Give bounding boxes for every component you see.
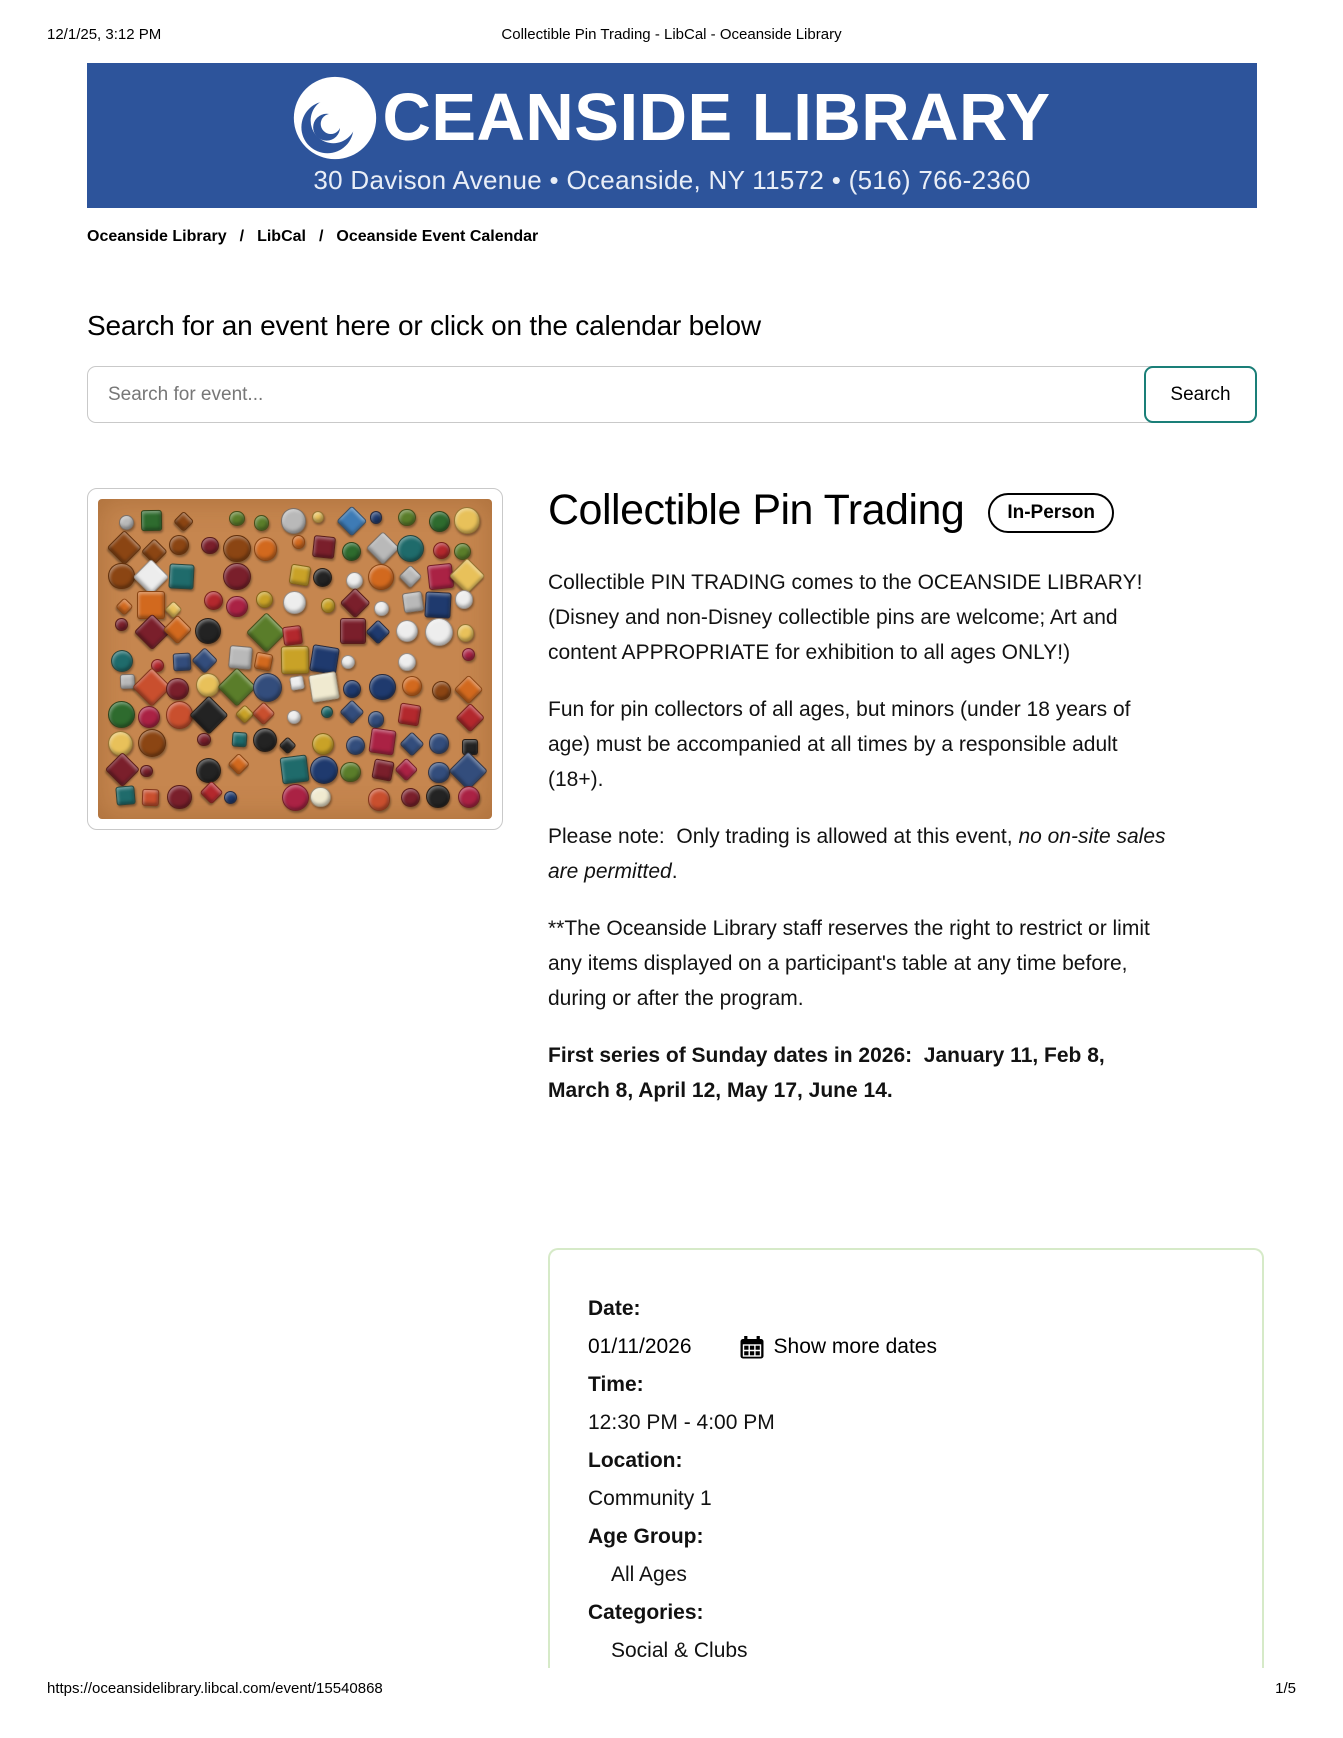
pin [251, 701, 275, 725]
breadcrumb-separator: / [318, 228, 324, 245]
show-more-dates-label: Show more dates [773, 1335, 937, 1358]
pin [433, 542, 450, 559]
pin [425, 618, 453, 646]
pin [254, 652, 274, 672]
pin [399, 731, 424, 756]
pin [132, 558, 169, 595]
event-dates-paragraph: First series of Sunday dates in 2026: January 11, Feb 8, March 8, April 12, May 17, June 14. [548, 1044, 1111, 1102]
pin [343, 680, 361, 698]
pin [432, 681, 451, 700]
pin [229, 511, 245, 527]
pin [313, 568, 333, 588]
print-header-title: Collectible Pin Trading - LibCal - Oceanside Library [501, 26, 842, 43]
library-banner [87, 63, 1257, 208]
pin [254, 515, 269, 530]
pin [232, 731, 248, 747]
pin [346, 572, 364, 590]
pin [224, 791, 237, 804]
event-content [548, 478, 1266, 1108]
breadcrumb-item-libcal[interactable]: LibCal [257, 228, 306, 245]
location-label: Location: [588, 1449, 683, 1472]
pin [166, 678, 188, 700]
pin [310, 756, 338, 784]
event-photo [98, 499, 492, 819]
pin [340, 762, 360, 782]
pin [398, 653, 417, 672]
location-value: Community 1 [588, 1487, 712, 1510]
pin [108, 701, 135, 728]
pin [399, 565, 423, 589]
show-more-dates-link[interactable] [740, 1328, 937, 1366]
date-label: Date: [588, 1297, 641, 1320]
pin [200, 781, 224, 805]
pin [105, 752, 140, 787]
event-details-box [548, 1248, 1264, 1668]
in-person-badge: In-Person [988, 493, 1114, 533]
note-period: . [671, 860, 678, 883]
event-image-card [87, 488, 503, 830]
pin [173, 511, 195, 533]
pin [289, 675, 305, 691]
pin [282, 625, 303, 646]
pin [235, 704, 254, 723]
pin [453, 674, 483, 704]
pin [292, 535, 306, 549]
library-name: CEANSIDE LIBRARY [382, 80, 1051, 155]
pin [340, 618, 366, 644]
pin [398, 509, 416, 527]
pin [342, 542, 361, 561]
pin [346, 736, 365, 755]
pin [106, 530, 141, 565]
pin [448, 751, 488, 791]
pin [288, 564, 311, 587]
pin [401, 590, 424, 613]
pin [201, 537, 219, 555]
pin [282, 784, 309, 811]
time-value: 12:30 PM - 4:00 PM [588, 1411, 775, 1434]
pin [278, 736, 297, 755]
pin [165, 600, 183, 618]
pin [196, 673, 220, 697]
pin [119, 515, 134, 530]
pin [140, 765, 152, 777]
event-description-paragraph: Collectible PIN TRADING comes to the OCEANSIDE LIBRARY! (Disney and non-Disney collectible pins are welcome; Art and content APPROPRIATE for exhibition to all ages ONLY!) [548, 571, 1149, 664]
time-label: Time: [588, 1373, 644, 1396]
footer-url: https://oceansidelibrary.libcal.com/event/15540868 [47, 1680, 383, 1697]
pin [115, 785, 135, 805]
pin [132, 667, 171, 706]
pin [218, 667, 257, 706]
date-row [588, 1328, 1262, 1366]
footer-page-number: 1/5 [1275, 1680, 1296, 1697]
pin [368, 788, 391, 811]
pin [281, 508, 307, 534]
pin [312, 534, 336, 558]
event-description [548, 565, 1170, 1108]
note-text: Please note: Only trading is allowed at this event, [548, 825, 1019, 848]
categories-label: Categories: [588, 1601, 704, 1624]
search-heading: Search for an event here or click on the calendar below [87, 310, 761, 341]
pin [169, 535, 189, 555]
pin [341, 655, 355, 669]
pin [141, 789, 158, 806]
pin [428, 762, 449, 783]
pin [368, 727, 396, 755]
pin [190, 647, 217, 674]
categories-value: Social & Clubs [611, 1639, 748, 1662]
pin [457, 624, 475, 642]
pin [196, 758, 221, 783]
event-title: Collectible Pin Trading [548, 486, 965, 534]
pin [204, 591, 223, 610]
pin [309, 644, 340, 675]
pin [462, 648, 476, 662]
pin [195, 618, 221, 644]
event-description-paragraph: Fun for pin collectors of all ages, but minors (under 18 years of age) must be accompanied at all times by a responsible adult (18+). [548, 698, 1137, 791]
breadcrumb-item-oceanside-library[interactable]: Oceanside Library [87, 228, 227, 245]
pin [454, 507, 480, 533]
pin [108, 563, 134, 589]
event-description-paragraph [548, 819, 1170, 889]
search-button[interactable]: Search [1144, 366, 1257, 423]
pin [374, 601, 389, 616]
pin [279, 755, 309, 785]
date-value: 01/11/2026 [588, 1335, 692, 1358]
pin [397, 535, 424, 562]
pin [111, 650, 133, 672]
event-description-paragraph: **The Oceanside Library staff reserves the right to restrict or limit any items displayed on a participant's table at any time before, during or after the program. [548, 917, 1156, 1010]
pin [321, 706, 333, 718]
pin [253, 673, 282, 702]
pin [138, 729, 167, 758]
pin [321, 598, 336, 613]
pin [312, 511, 324, 523]
pin [402, 676, 422, 696]
pin [368, 711, 385, 728]
note-italic-text: no on-site sales are permitted [548, 825, 1172, 883]
pin [394, 758, 418, 782]
pin [138, 706, 160, 728]
pin [337, 505, 368, 536]
pin [228, 645, 253, 670]
oceanside-wave-logo-icon [293, 76, 377, 160]
breadcrumb-separator: / [239, 228, 245, 245]
pin [280, 646, 308, 674]
pin [172, 653, 190, 671]
age-group-label: Age Group: [588, 1525, 704, 1548]
pin [223, 535, 251, 563]
pin [339, 699, 364, 724]
pin [370, 511, 383, 524]
calendar-icon [740, 1336, 764, 1359]
pin [163, 614, 193, 644]
search-input[interactable] [87, 366, 1257, 423]
pin [115, 597, 133, 615]
pin [168, 563, 194, 589]
pin [426, 785, 450, 809]
pin [228, 753, 250, 775]
pin [256, 591, 273, 608]
pin [366, 531, 400, 565]
pin [312, 733, 335, 756]
pin [365, 619, 391, 645]
age-group-value: All Ages [611, 1563, 687, 1586]
library-address: 30 Davison Avenue • Oceanside, NY 11572 • (516) 766-2360 [313, 164, 1031, 195]
pin [455, 590, 474, 609]
pin [449, 557, 486, 594]
pin [141, 510, 163, 532]
pin [456, 703, 485, 732]
pin [310, 787, 331, 808]
pin [167, 785, 192, 810]
pin [369, 674, 396, 701]
search-group [87, 366, 1257, 423]
breadcrumb-item-event-calendar[interactable]: Oceanside Event Calendar [336, 228, 539, 245]
library-logo-row [293, 76, 1050, 160]
pin [339, 587, 371, 619]
print-header-datetime: 12/1/25, 3:12 PM [47, 26, 162, 43]
pin [371, 759, 394, 782]
pin [368, 564, 394, 590]
pin [253, 728, 277, 752]
pin [401, 788, 420, 807]
pin [223, 563, 251, 591]
pin [189, 695, 228, 734]
pin [307, 671, 339, 703]
pin [287, 710, 301, 724]
pin [396, 620, 418, 642]
pin [226, 596, 247, 617]
pin [254, 537, 278, 561]
pin [197, 733, 210, 746]
breadcrumb [87, 228, 538, 246]
pin [458, 786, 480, 808]
pin [425, 591, 452, 618]
pin [397, 702, 421, 726]
pin [429, 511, 450, 532]
pin [429, 733, 449, 753]
pin [283, 591, 305, 613]
pin [115, 618, 128, 631]
event-title-row [548, 478, 1266, 535]
